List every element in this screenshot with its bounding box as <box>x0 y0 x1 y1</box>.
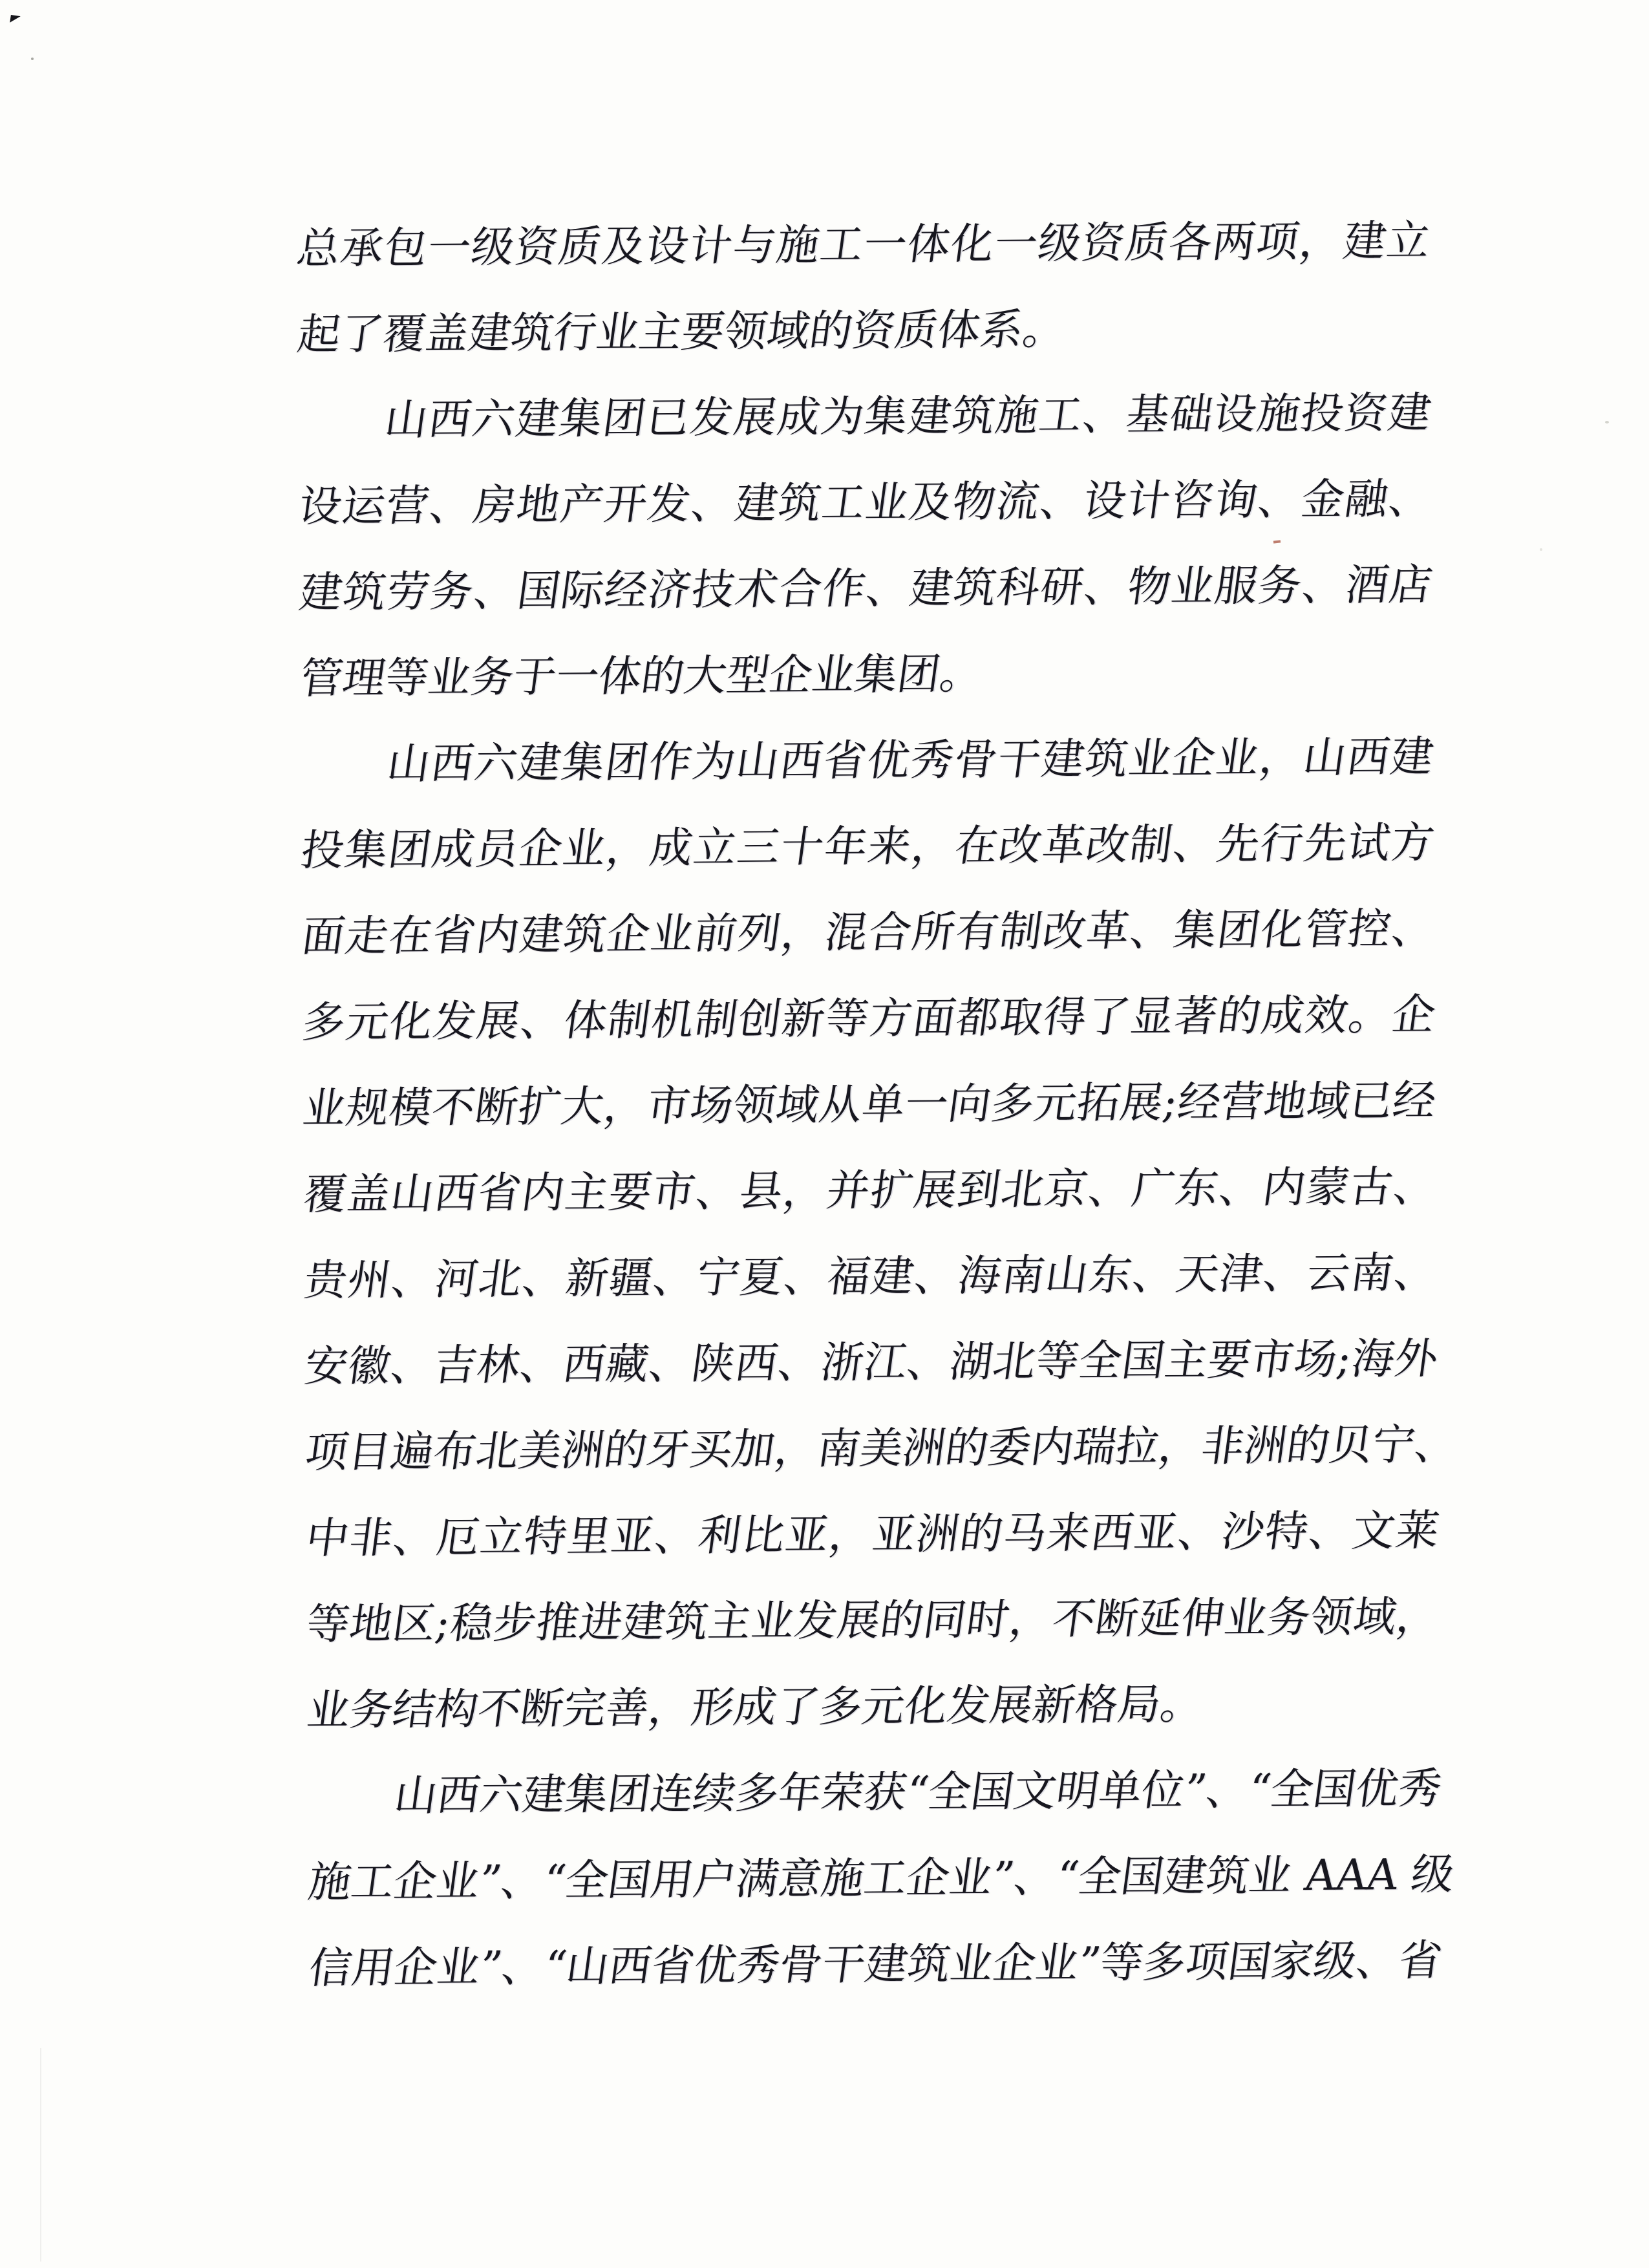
text-line-20: 施工企业”、“全国用户满意施工企业”、“全国建筑业 AAA 级 <box>305 1849 1458 1907</box>
text-line-18: 业务结构不断完善，形成了多元化发展新格局。 <box>304 1679 1207 1735</box>
scan-artifact-dot <box>1540 548 1542 551</box>
text-line-6: 管理等业务于一体的大型企业集团。 <box>297 648 986 703</box>
text-line-11: 业规模不断扩大，市场领域从单一向多元拓展;经营地域已经 <box>299 1075 1440 1133</box>
scan-artifact-dot <box>31 58 34 60</box>
text-line-2: 起了覆盖建筑行业主要领域的资质体系。 <box>294 304 1069 359</box>
text-line-3: 山西六建集团已发展成为集建筑施工、基础设施投资建 <box>381 387 1434 445</box>
scan-artifact-dot <box>1605 421 1609 423</box>
text-line-16: 中非、厄立特里亚、利比亚，亚洲的马来西亚、沙特、文莱 <box>303 1505 1442 1563</box>
text-line-4: 设运营、房地产开发、建筑工业及物流、设计咨询、金融、 <box>295 473 1435 531</box>
scan-artifact-corner-mark <box>10 15 21 24</box>
text-line-19: 山西六建集团连续多年荣获“全国文明单位”、“全国优秀 <box>391 1763 1445 1821</box>
text-line-5: 建筑劳务、国际经济技术合作、建筑科研、物业服务、酒店 <box>296 559 1436 617</box>
scan-artifact-edge-line <box>40 2048 41 2262</box>
text-line-1: 总承包一级资质及设计与施工一体化一级资质各两项，建立 <box>293 215 1433 273</box>
text-line-15: 项目遍布北美洲的牙买加，南美洲的委内瑞拉，非洲的贝宁、 <box>302 1419 1461 1477</box>
body-text-block <box>291 198 1461 2011</box>
text-line-13: 贵州、河北、新疆、宁夏、福建、海南山东、天津、云南、 <box>301 1247 1441 1305</box>
text-line-10: 多元化发展、体制机制创新等方面都取得了显著的成效。企 <box>299 989 1439 1047</box>
text-line-14: 安徽、吉林、西藏、陕西、浙江、湖北等全国主要市场;海外 <box>301 1333 1441 1391</box>
text-line-8: 投集团成员企业，成立三十年来，在改革改制、先行先试方 <box>298 817 1438 875</box>
text-line-21: 信用企业”、“山西省优秀骨干建筑业企业”等多项国家级、省 <box>306 1935 1445 1993</box>
text-line-7: 山西六建集团作为山西省优秀骨干建筑业企业，山西建 <box>384 731 1437 789</box>
text-line-17: 等地区;稳步推进建筑主业发展的同时，不断延伸业务领域， <box>303 1591 1443 1649</box>
text-line-12: 覆盖山西省内主要市、县，并扩展到北京、广东、内蒙古、 <box>300 1161 1440 1219</box>
text-line-9: 面走在省内建筑企业前列，混合所有制改革、集团化管控、 <box>299 903 1438 961</box>
